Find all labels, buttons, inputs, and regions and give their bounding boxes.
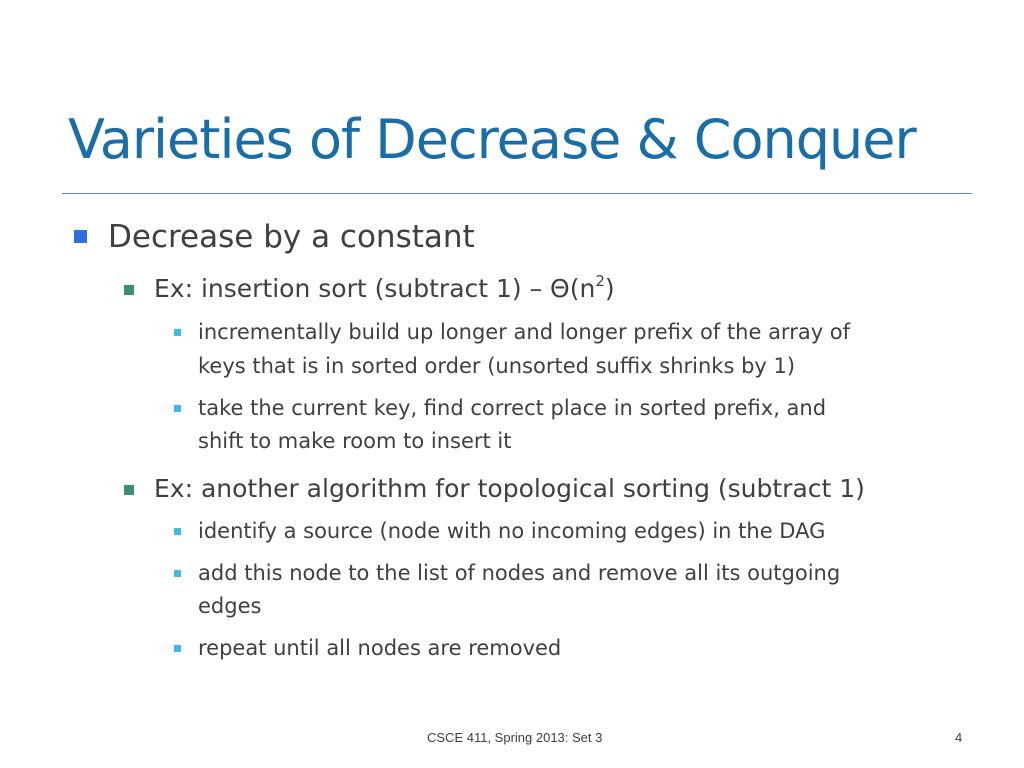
bullet-text-line2: keys that is in sorted order (unsorted suffix shrinks by 1) (198, 354, 796, 378)
square-bullet-icon (174, 329, 181, 336)
square-bullet-icon (174, 570, 181, 577)
bullet-text: Ex: another algorithm for topological sorting (subtract 1) (154, 474, 865, 503)
bullet-text: repeat until all nodes are removed (198, 636, 562, 660)
bullet-text-line2: shift to make room to insert it (198, 429, 512, 453)
bullet-incrementally-build-cont (198, 350, 795, 383)
bullet-repeat-until (198, 632, 561, 665)
bullet-text: identify a source (node with no incoming edges) in the DAG (198, 519, 826, 543)
bullet-identify-source (198, 515, 825, 548)
square-bullet-icon (124, 285, 134, 295)
bullet-add-node-cont (198, 590, 261, 623)
footer-course: CSCE 411, Spring 2013: Set 3 (427, 730, 603, 745)
square-bullet-icon (124, 485, 134, 495)
bullet-insertion-sort (154, 272, 615, 306)
superscript: 2 (595, 271, 605, 290)
bullet-text (154, 271, 615, 303)
bullet-topological-sorting (154, 472, 865, 506)
bullet-incrementally-build (198, 316, 850, 349)
bullet-text-line1: take the current key, find correct place in sorted prefix, and (198, 396, 827, 420)
slide-title: Varieties of Decrease & Conquer (68, 108, 916, 171)
square-bullet-icon (174, 645, 181, 652)
bullet-text-suffix: ) (604, 274, 615, 303)
bullet-text-line1: add this node to the list of nodes and remove all its outgoing (198, 561, 841, 585)
bullet-text-line1: incrementally build up longer and longer prefix of the array of (198, 320, 851, 344)
bullet-add-node (198, 557, 840, 590)
footer-page-number: 4 (955, 730, 963, 745)
square-bullet-icon (174, 528, 181, 535)
bullet-text-line2: edges (198, 594, 262, 618)
bullet-decrease-by-constant (108, 219, 475, 255)
square-bullet-icon (174, 405, 181, 412)
bullet-take-current-key-cont (198, 425, 511, 458)
bullet-text-prefix: Ex: insertion sort (subtract 1) – Θ(n (154, 274, 596, 303)
bullet-text: Decrease by a constant (108, 219, 475, 255)
bullet-take-current-key (198, 392, 826, 425)
title-divider (62, 193, 972, 194)
square-bullet-icon (74, 230, 87, 243)
